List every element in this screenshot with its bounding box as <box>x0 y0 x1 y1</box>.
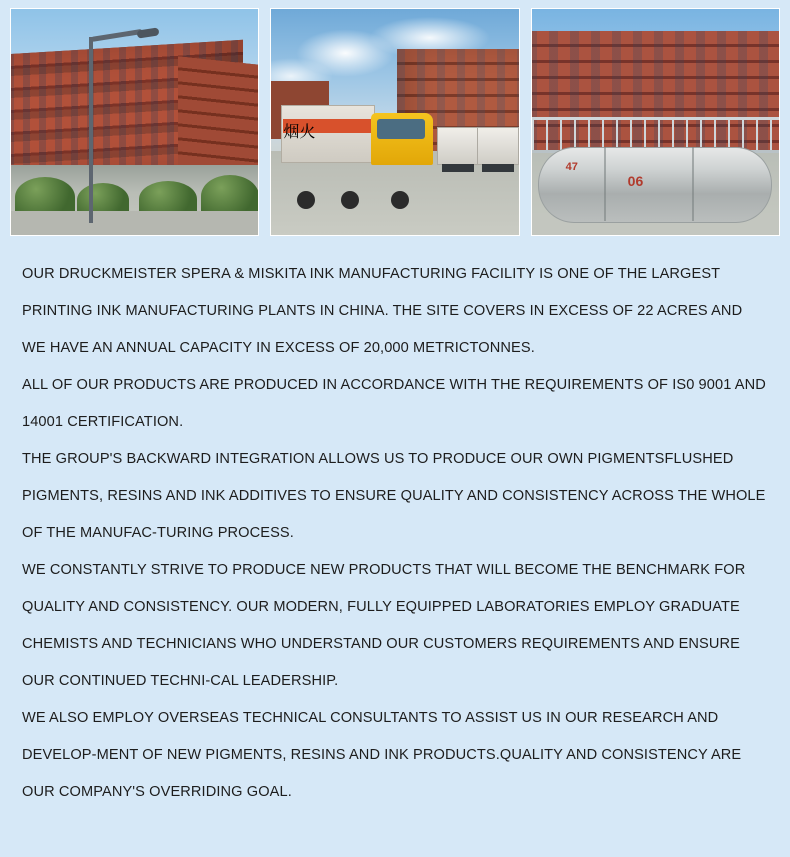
hazmat-truck-photo <box>270 8 519 236</box>
factory-building-photo <box>10 8 259 236</box>
road-shape <box>11 211 258 235</box>
photo-gallery <box>0 0 790 236</box>
brick-building-secondary-shape <box>178 56 259 177</box>
tank-label-two: 06 <box>627 173 644 189</box>
description-text-block <box>0 236 790 811</box>
description-paragraph: WE CONSTANTLY STRIVE TO PRODUCE NEW PRODUCTS THAT WILL BECOME THE BENCHMARK FOR QUALITY AND CONSISTENCY. OUR MODERN, FULLY EQUIPPED LABORATORIES EMPLOY GRADUATE CHEMISTS AND TECHNICIANS WHO UNDERSTAND OUR CUSTOMERS REQUIREMENTS AND ENSURE OUR CONTINUED TECHNI-CAL LEADERSHIP. <box>22 562 746 689</box>
description-paragraph: THE GROUP'S BACKWARD INTEGRATION ALLOWS US TO PRODUCE OUR OWN PIGMENTSFLUSHED PIGMENTS, RESINS AND INK ADDITIVES TO ENSURE QUALITY AND CONSISTENCY ACROSS THE WHOLE OF THE MANUFAC-TURING PROCESS. <box>22 451 766 541</box>
street-lamp-arm-shape <box>91 29 143 42</box>
van-shape <box>437 127 479 165</box>
storage-tank-shape <box>538 147 772 223</box>
description-paragraph: ALL OF OUR PRODUCTS ARE PRODUCED IN ACCORDANCE WITH THE REQUIREMENTS OF IS0 9001 AND 14001 CERTIFICATION. <box>22 377 766 430</box>
storage-tank-photo <box>531 8 780 236</box>
street-lamp-icon <box>89 37 93 223</box>
description-paragraph: OUR DRUCKMEISTER SPERA & MISKITA INK MANUFACTURING FACILITY IS ONE OF THE LARGEST PRINTING INK MANUFACTURING PLANTS IN CHINA. THE SITE COVERS IN EXCESS OF 22 ACRES AND WE HAVE AN ANNUAL CAPACITY IN EXCESS OF 20,000 METRICTONNES. <box>22 266 743 356</box>
description-paragraph: WE ALSO EMPLOY OVERSEAS TECHNICAL CONSULTANTS TO ASSIST US IN OUR RESEARCH AND DEVELOP-MENT OF NEW PIGMENTS, RESINS AND INK PRODUCTS.QUALITY AND CONSISTENCY ARE OUR COMPANY'S OVERRIDING GOAL. <box>22 710 742 800</box>
tank-ring-shape <box>604 147 606 221</box>
van-shape <box>477 127 519 165</box>
tank-ring-shape <box>692 147 694 221</box>
tank-label-one: 47 <box>565 161 578 173</box>
truck-hazard-placard: 烟火 <box>283 119 371 133</box>
truck-windshield-shape <box>377 119 425 139</box>
